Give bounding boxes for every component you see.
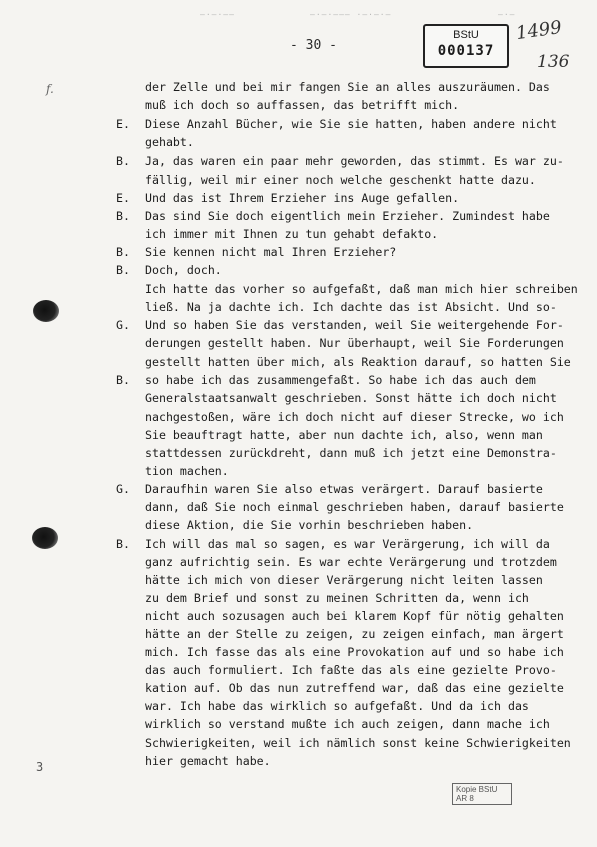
margin-mark-top: f. <box>46 82 54 96</box>
speaker-label: E. <box>116 117 130 131</box>
transcript-line: gestellt hatten über mich, als Reaktion darauf, so hatten Sie <box>145 355 571 369</box>
archive-stamp <box>423 24 509 68</box>
transcript-line: ganz aufrichtig sein. Es war echte Verärgerung und trotzdem <box>145 555 557 569</box>
transcript-line: mich. Ich fasse das als eine Provokation auf und so habe ich <box>145 645 564 659</box>
transcript-line: Sie beauftragt hatte, aber nun dachte ich, also, wenn man <box>145 428 543 442</box>
speaker-label: B. <box>116 245 130 259</box>
transcript-line: dann, daß Sie noch einmal geschrieben haben, darauf basierte <box>145 500 564 514</box>
handwritten-page-number: 136 <box>537 52 570 72</box>
transcript-line: hier gemacht habe. <box>145 754 271 768</box>
transcript-line: hätte an der Stelle zu zeigen, zu zeigen einfach, man ärgert <box>145 627 564 641</box>
copy-stamp <box>452 783 512 805</box>
page-number: - 30 - <box>290 38 337 53</box>
transcript-line: Generalstaatsanwalt geschrieben. Sonst hätte ich doch nicht <box>145 391 557 405</box>
punch-hole-icon <box>32 527 58 549</box>
transcript-line: der Zelle und bei mir fangen Sie an alles auszuräumen. Das <box>145 80 550 94</box>
transcript-line: Daraufhin waren Sie also etwas verärgert. Darauf basierte <box>145 482 543 496</box>
transcript-line: Ja, das waren ein paar mehr geworden, das stimmt. Es war zu- <box>145 154 564 168</box>
transcript-line: hätte ich mich von dieser Verärgerung nicht leiten lassen <box>145 573 543 587</box>
transcript-line: Doch, doch. <box>145 263 222 277</box>
transcript-line: diese Aktion, die Sie vorhin beschrieben haben. <box>145 518 474 532</box>
speaker-label: B. <box>116 209 130 223</box>
margin-mark-bottom: 3 <box>36 760 44 774</box>
speaker-label: E. <box>116 191 130 205</box>
speaker-label: B. <box>116 154 130 168</box>
transcript-line: Und so haben Sie das verstanden, weil Sie weitergehende For- <box>145 318 564 332</box>
transcript-line: ließ. Na ja dachte ich. Ich dachte das ist Absicht. Und so- <box>145 300 557 314</box>
speaker-label: B. <box>116 263 130 277</box>
speaker-label: B. <box>116 537 130 551</box>
transcript-line: nachgestoßen, wäre ich doch nicht auf dieser Strecke, wo ich <box>145 410 564 424</box>
transcript-line: Ich hatte das vorher so aufgefaßt, daß man mich hier schreiben <box>145 282 578 296</box>
stamp-number: 000137 <box>437 43 495 59</box>
transcript-line: war. Ich habe das wirklich so aufgefaßt. Und da ich das <box>145 699 529 713</box>
transcript-line: gehabt. <box>145 135 194 149</box>
transcript-line: zu dem Brief und sonst zu meinen Schritten da, wenn ich <box>145 591 529 605</box>
transcript-line: so habe ich das zusammengefaßt. So habe ich das auch dem <box>145 373 536 387</box>
copy-stamp-line: AR 8 <box>456 794 474 803</box>
stamp-label: BStU <box>453 29 479 41</box>
faint-header-center: —·—·——— ·—·—·— <box>310 10 392 19</box>
transcript-line: Und das ist Ihrem Erzieher ins Auge gefallen. <box>145 191 460 205</box>
transcript-line: stattdessen zurückdreht, dann muß ich jetzt eine Demonstra- <box>145 446 557 460</box>
transcript-line: Diese Anzahl Bücher, wie Sie sie hatten, haben andere nicht <box>145 117 557 131</box>
transcript-line: muß ich doch so auffassen, das betrifft mich. <box>145 98 460 112</box>
transcript-line: Das sind Sie doch eigentlich mein Erzieher. Zumindest habe <box>145 209 550 223</box>
faint-header-left: —·—·—— <box>200 10 235 19</box>
speaker-label: B. <box>116 373 130 387</box>
transcript-line: Schwierigkeiten, weil ich nämlich sonst keine Schwierigkeiten <box>145 736 571 750</box>
transcript-line: Ich will das mal so sagen, es war Verärgerung, ich will da <box>145 537 550 551</box>
transcript-line: ich immer mit Ihnen zu tun gehabt defakto. <box>145 227 439 241</box>
transcript-line: tion machen. <box>145 464 229 478</box>
transcript-line: derungen gestellt haben. Nur überhaupt, weil Sie Forderungen <box>145 336 564 350</box>
speaker-label: G. <box>116 318 130 332</box>
faint-header-right: —·— <box>498 10 516 19</box>
transcript-line: das auch formuliert. Ich faßte das als eine gezielte Provo- <box>145 663 557 677</box>
transcript-line: wirklich so verstand mußte ich auch zeigen, dann mache ich <box>145 717 550 731</box>
handwritten-folio-number: 1499 <box>514 16 564 45</box>
transcript-line: Sie kennen nicht mal Ihren Erzieher? <box>145 245 397 259</box>
transcript-line: fällig, weil mir einer noch welche geschenkt hatte dazu. <box>145 173 536 187</box>
transcript-line: nicht auch sozusagen auch bei klarem Kopf für nötig gehalten <box>145 609 564 623</box>
copy-stamp-line: Kopie BStU <box>456 785 498 794</box>
speaker-label: G. <box>116 482 130 496</box>
transcript-line: kation auf. Ob das nun zutreffend war, daß das eine gezielte <box>145 681 564 695</box>
punch-hole-icon <box>33 300 59 322</box>
